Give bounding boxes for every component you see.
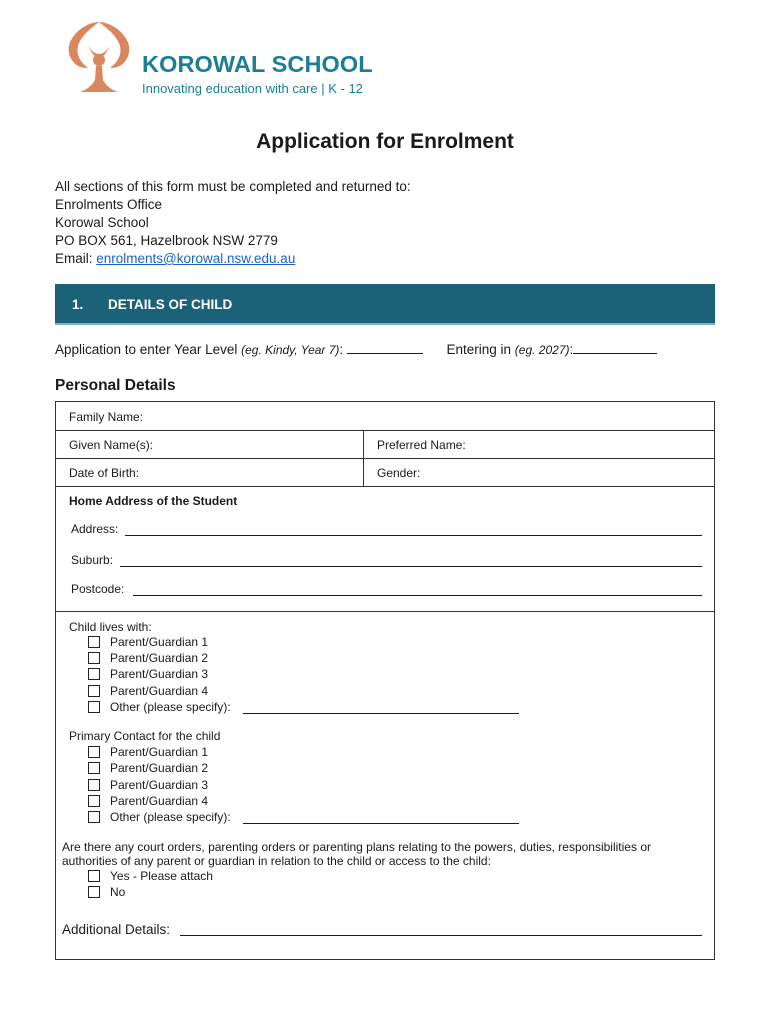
option-label: Parent/Guardian 2 [110, 761, 209, 775]
checkbox[interactable] [88, 746, 100, 758]
entering-in-label: Entering in [446, 342, 515, 357]
postcode-input[interactable] [133, 595, 702, 596]
checkbox[interactable] [88, 795, 100, 807]
checkbox[interactable] [88, 636, 100, 648]
year-level-colon: : [339, 342, 344, 357]
court-orders-question: Are there any court orders, parenting orders or parenting plans relating to the powers, duties, responsibilities or [62, 840, 651, 854]
lives-with-label: Child lives with: [69, 620, 152, 634]
email-line [55, 250, 411, 268]
checkbox[interactable] [88, 886, 100, 898]
gender-field[interactable]: Gender: [377, 466, 421, 480]
section-number: 1. [72, 297, 84, 312]
option-label: Parent/Guardian 3 [110, 667, 209, 681]
option-label: Parent/Guardian 4 [110, 794, 209, 808]
option-label: Parent/Guardian 3 [110, 778, 209, 792]
page-title: Application for Enrolment [256, 130, 514, 153]
additional-details-input[interactable] [180, 935, 702, 936]
checkbox[interactable] [88, 762, 100, 774]
intro-line: PO BOX 561, Hazelbrook NSW 2779 [55, 233, 278, 248]
date-of-birth-field[interactable]: Date of Birth: [69, 466, 140, 480]
checkbox[interactable] [88, 668, 100, 680]
checkbox[interactable] [88, 870, 100, 882]
intro-line: Enrolments Office [55, 197, 163, 212]
year-level-field[interactable] [347, 342, 423, 354]
checkbox[interactable] [88, 811, 100, 823]
personal-details-heading: Personal Details [55, 377, 176, 394]
email-link[interactable]: enrolments@korowal.nsw.edu.au [96, 251, 296, 266]
preferred-name-field[interactable]: Preferred Name: [377, 438, 466, 452]
entering-in-colon: : [569, 342, 574, 357]
school-tagline: Innovating education with care | K - 12 [142, 81, 363, 96]
court-orders-question: authorities of any parent or guardian in relation to the child or access to the child: [62, 854, 491, 868]
option-label: Yes - Please attach [110, 869, 213, 883]
korowal-logo-icon [66, 16, 132, 96]
option-label: No [110, 885, 126, 899]
postcode-label: Postcode: [71, 582, 125, 596]
family-name-field[interactable]: Family Name: [69, 410, 144, 424]
lives-with-other-input[interactable] [243, 713, 519, 714]
year-level-row [55, 342, 657, 357]
intro-block [55, 178, 411, 268]
additional-details-label: Additional Details: [62, 922, 171, 937]
email-label: Email: [55, 251, 97, 266]
entering-in-field[interactable] [573, 342, 657, 354]
personal-details-form [55, 401, 715, 960]
option-label: Parent/Guardian 2 [110, 651, 209, 665]
section-header-details-of-child [55, 284, 715, 325]
intro-line: Korowal School [55, 215, 149, 230]
option-label: Parent/Guardian 4 [110, 684, 209, 698]
suburb-label: Suburb: [71, 553, 114, 567]
suburb-input[interactable] [120, 566, 702, 567]
checkbox[interactable] [88, 652, 100, 664]
checkbox[interactable] [88, 685, 100, 697]
intro-line: All sections of this form must be completed and returned to: [55, 179, 411, 194]
year-level-hint: (eg. Kindy, Year 7) [241, 343, 340, 357]
option-label: Parent/Guardian 1 [110, 635, 209, 649]
year-level-label: Application to enter Year Level [55, 342, 242, 357]
entering-in-hint: (eg. 2027) [514, 343, 570, 357]
address-label: Address: [71, 522, 119, 536]
option-label: Other (please specify): [110, 700, 231, 714]
address-input[interactable] [125, 535, 702, 536]
given-names-field[interactable]: Given Name(s): [69, 438, 154, 452]
checkbox[interactable] [88, 701, 100, 713]
option-label: Other (please specify): [110, 810, 231, 824]
primary-contact-label: Primary Contact for the child [69, 729, 221, 743]
option-label: Parent/Guardian 1 [110, 745, 209, 759]
primary-contact-other-input[interactable] [243, 823, 519, 824]
checkbox[interactable] [88, 779, 100, 791]
school-name: KOROWAL SCHOOL [142, 51, 373, 77]
home-address-heading: Home Address of the Student [69, 494, 238, 508]
section-title: DETAILS OF CHILD [108, 297, 233, 312]
